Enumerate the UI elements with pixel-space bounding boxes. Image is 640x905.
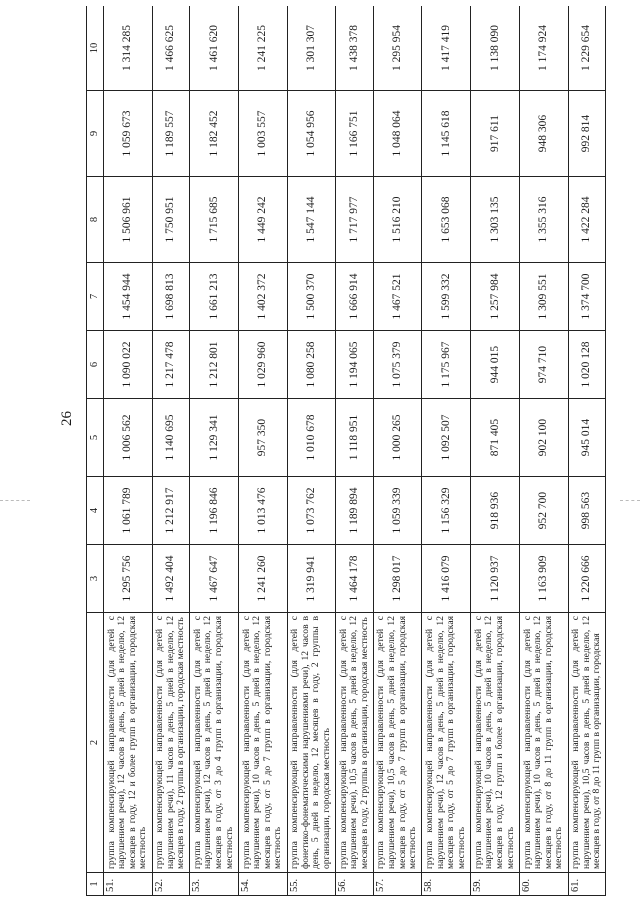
group-description: группа компенсирующей направленности (для детей с нарушением речи), 10 часов в день, 5 дней в неделю, 12 месяцев в году, от 8 до 11 групп в организации, городская местность	[519, 613, 568, 873]
value-cell: 1 492 404	[152, 545, 189, 613]
col-header-3: 3	[87, 545, 104, 613]
fold-mark-right	[620, 500, 640, 501]
group-description: группа компенсирующей направленности (для детей с нарушением речи), 10 часов в день, 5 дней в неделю, 12 месяцев в году, от 5 до 7 групп в организации, городская местность	[238, 613, 287, 873]
col-header-9: 9	[87, 91, 104, 177]
value-cell: 1 653 068	[422, 177, 471, 263]
value-cell: 1 174 924	[519, 6, 568, 91]
value-cell: 1 075 379	[373, 331, 422, 399]
value-cell: 1 090 022	[104, 331, 153, 399]
table-row	[373, 6, 422, 896]
col-header-6: 6	[87, 331, 104, 399]
value-cell: 871 405	[471, 399, 520, 477]
value-cell: 1 355 316	[519, 177, 568, 263]
value-cell: 1 500 370	[287, 263, 336, 331]
col-header-5: 5	[87, 399, 104, 477]
value-cell: 1 129 341	[190, 399, 239, 477]
value-cell: 1 163 909	[519, 545, 568, 613]
row-number: 59.	[471, 873, 520, 896]
value-cell: 1 000 265	[373, 399, 422, 477]
value-cell: 1 059 673	[104, 91, 153, 177]
page-number: 26	[59, 411, 75, 426]
value-cell: 1 061 789	[104, 477, 153, 545]
value-cell: 1 449 242	[238, 177, 287, 263]
col-header-2: 2	[87, 613, 104, 873]
value-cell: 1 422 284	[568, 177, 605, 263]
value-cell: 1 003 557	[238, 91, 287, 177]
value-cell: 952 700	[519, 477, 568, 545]
value-cell: 1 138 090	[471, 6, 520, 91]
col-header-8: 8	[87, 177, 104, 263]
value-cell: 1 464 178	[336, 545, 373, 613]
value-cell: 1 750 951	[152, 177, 189, 263]
table-row	[471, 6, 520, 896]
value-cell: 1 416 079	[422, 545, 471, 613]
value-cell: 1 303 135	[471, 177, 520, 263]
value-cell: 1 166 751	[336, 91, 373, 177]
row-number: 57.	[373, 873, 422, 896]
row-number: 54.	[238, 873, 287, 896]
table-row	[238, 6, 287, 896]
value-cell: 1 516 210	[373, 177, 422, 263]
value-cell: 945 014	[568, 399, 605, 477]
value-cell: 1 054 956	[287, 91, 336, 177]
value-cell: 918 936	[471, 477, 520, 545]
group-description: группа компенсирующей направленности (для детей с нарушением речи), 10,5 часов в день, 5 дней в неделю, 12 месяцев в году, от 8 до 11 групп в организации, городская	[568, 613, 605, 873]
value-cell: 1 140 695	[152, 399, 189, 477]
value-cell: 1 438 378	[336, 6, 373, 91]
table-row	[287, 6, 336, 896]
value-cell: 1 006 562	[104, 399, 153, 477]
value-cell: 1 298 017	[373, 545, 422, 613]
row-number: 60.	[519, 873, 568, 896]
group-description: группа компенсирующей направленности (для детей с нарушением речи), 12 часов в день, 5 дней в неделю, 12 месяцев в году, от 5 до 7 групп в организации, городская местность	[422, 613, 471, 873]
row-number: 52.	[152, 873, 189, 896]
value-cell: 1 156 329	[422, 477, 471, 545]
value-cell: 1 029 960	[238, 331, 287, 399]
group-description: группа компенсирующей направленности (для детей с нарушением речи), 10,5 часов в день, 5 дней в неделю, 12 месяцев в году, от 5 до 7 групп в организации, городская местность	[373, 613, 422, 873]
value-cell: 1 319 941	[287, 545, 336, 613]
table-row	[422, 6, 471, 896]
value-cell: 1 229 654	[568, 6, 605, 91]
value-cell: 944 015	[471, 331, 520, 399]
value-cell: 1 666 914	[336, 263, 373, 331]
table-row	[336, 6, 373, 896]
value-cell: 1 309 551	[519, 263, 568, 331]
value-cell: 1 118 951	[336, 399, 373, 477]
value-cell: 1 092 507	[422, 399, 471, 477]
value-cell: 1 175 967	[422, 331, 471, 399]
group-description: группа компенсирующей направленности (для детей с нарушением речи), 10,5 часов в день, 5 дней в неделю, 12 месяцев в году, 2 группы в организации, городская местность	[336, 613, 373, 873]
row-number: 55.	[287, 873, 336, 896]
value-cell: 1 402 372	[238, 263, 287, 331]
table-row	[568, 6, 605, 896]
value-cell: 1 374 700	[568, 263, 605, 331]
value-cell: 1 241 225	[238, 6, 287, 91]
value-cell: 1 461 620	[190, 6, 239, 91]
table-row	[519, 6, 568, 896]
value-cell: 1 196 846	[190, 477, 239, 545]
col-header-1: 1	[87, 873, 104, 896]
value-cell: 998 563	[568, 477, 605, 545]
value-cell: 1 048 064	[373, 91, 422, 177]
value-cell: 1 145 618	[422, 91, 471, 177]
group-description: группа компенсирующей направленности (для детей с нарушением речи), 11 часов в день, 5 дней в неделю, 12 месяцев в году, 2 группы в организации, городская местность	[152, 613, 189, 873]
value-cell: 1 220 666	[568, 545, 605, 613]
value-cell: 1 212 801	[190, 331, 239, 399]
col-header-4: 4	[87, 477, 104, 545]
row-number: 58.	[422, 873, 471, 896]
value-cell: 1 506 961	[104, 177, 153, 263]
value-cell: 974 710	[519, 331, 568, 399]
value-cell: 1 301 307	[287, 6, 336, 91]
row-number: 56.	[336, 873, 373, 896]
value-cell: 1 467 647	[190, 545, 239, 613]
value-cell: 1 454 944	[104, 263, 153, 331]
value-cell: 1 212 917	[152, 477, 189, 545]
value-cell: 1 189 894	[336, 477, 373, 545]
value-cell: 1 194 065	[336, 331, 373, 399]
value-cell: 1 717 977	[336, 177, 373, 263]
table-row	[190, 6, 239, 896]
col-header-7: 7	[87, 263, 104, 331]
rotated-table-area	[86, 6, 606, 896]
value-cell: 1 295 954	[373, 6, 422, 91]
value-cell: 1 466 625	[152, 6, 189, 91]
value-cell: 1 295 756	[104, 545, 153, 613]
value-cell: 1 217 478	[152, 331, 189, 399]
row-number: 53.	[190, 873, 239, 896]
tariff-table	[86, 6, 606, 896]
value-cell: 1 080 258	[287, 331, 336, 399]
group-description: группа компенсирующей направленности (для детей с нарушением речи), 12 часов в день, 5 дней в неделю, 12 месяцев в году, от 3 до 4 групп в организации, городская местность	[190, 613, 239, 873]
value-cell: 948 306	[519, 91, 568, 177]
value-cell: 1 698 813	[152, 263, 189, 331]
value-cell: 1 715 685	[190, 177, 239, 263]
value-cell: 1 241 260	[238, 545, 287, 613]
value-cell: 1 010 678	[287, 399, 336, 477]
group-description: группа компенсирующей направленности (для детей с нарушением речи), 12 часов в день, 5 дней в неделю, 12 месяцев в году, 12 и более групп в организации, городская местность	[104, 613, 153, 873]
value-cell: 1 059 339	[373, 477, 422, 545]
header-row	[87, 6, 104, 896]
row-number: 51.	[104, 873, 153, 896]
fold-mark-left	[0, 500, 30, 501]
value-cell: 917 611	[471, 91, 520, 177]
value-cell: 1 599 332	[422, 263, 471, 331]
value-cell: 1 073 762	[287, 477, 336, 545]
group-description: группа компенсирующей направленности (для детей с нарушением речи), 10 часов в день, 5 дней в неделю, 12 месяцев в году, 12 групп и более в организации, городская местность	[471, 613, 520, 873]
value-cell: 1 120 937	[471, 545, 520, 613]
value-cell: 1 013 476	[238, 477, 287, 545]
value-cell: 1 189 557	[152, 91, 189, 177]
value-cell: 1 417 419	[422, 6, 471, 91]
value-cell: 1 661 213	[190, 263, 239, 331]
value-cell: 1 547 144	[287, 177, 336, 263]
value-cell: 957 350	[238, 399, 287, 477]
value-cell: 1 467 521	[373, 263, 422, 331]
table-row	[152, 6, 189, 896]
row-number: 61.	[568, 873, 605, 896]
group-description: группа компенсирующей направленности (для детей с фонетико-фонематическими нарушениями речи), 12 часов в день, 5 дней в неделю, 12 месяцев в году, 2 группы в организации, городская местность	[287, 613, 336, 873]
col-header-10: 10	[87, 6, 104, 91]
value-cell: 1 020 128	[568, 331, 605, 399]
value-cell: 992 814	[568, 91, 605, 177]
value-cell: 1 314 285	[104, 6, 153, 91]
value-cell: 1 182 452	[190, 91, 239, 177]
value-cell: 1 257 984	[471, 263, 520, 331]
value-cell: 902 100	[519, 399, 568, 477]
table-row	[104, 6, 153, 896]
